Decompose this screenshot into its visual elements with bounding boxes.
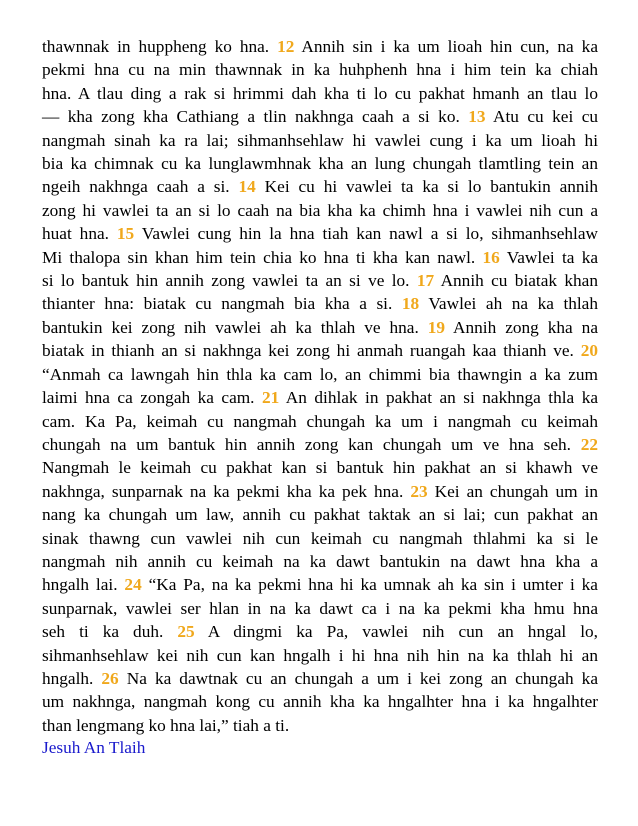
verse-text: hngalh. [42,668,102,688]
verse-text: hngalh lai. [42,575,125,595]
verse-text: chungah na um bantuk hin annih zong kan chungah um ve hna seh. [42,434,581,454]
verse-text: zong hi vawlei ta an si lo caah na bia kha ka chimh hna i vawlei nih cun a [42,200,598,220]
verse-text: huat hna. [42,224,117,244]
verse-text: um nakhnga, nangmah kong cu annih kha ka hngalhter hna i ka hngalhter [42,692,598,712]
text-line [42,339,598,362]
text-line [42,503,598,526]
verse-text: pekmi hna cu na min thawnnak in ka huhphenh hna i him tein ka chiah [42,60,598,80]
text-line [42,456,598,479]
verse-text: Kei cu hi vawlei ta ka si lo bantukin annih [255,177,598,197]
text-line [42,573,598,596]
verse-text: Annih sin i ka um lioah hin cun, na ka [294,37,598,56]
text-line [42,316,598,339]
verse-text: bia ka chimnak cu ka lunglawmhnak kha an lung chungah tlamtling tein an [42,154,598,174]
verse-text: thawnnak in huppheng ko hna. [42,37,278,56]
verse-text: sinak thawng cun vawlei nih cun keimah cu nangmah thlahmi ka si le [42,528,598,548]
text-line [42,550,598,573]
verse-text: nangmah nih annih cu keimah na ka dawt bantukin na dawt hna kha a [42,551,598,571]
verse-number: 26 [101,668,119,688]
text-line [42,597,598,620]
verse-text: nang ka chungah um law, annih cu pakhat taktak an si lai; cun pakhat an [42,505,598,525]
verse-text: Na ka dawtnak cu an chungah a um i kei zong an chungah ka [118,668,598,688]
verse-number: 20 [580,341,598,361]
verse-text: Annih zong kha na [445,317,598,337]
verse-text: seh ti ka duh. [42,622,178,642]
verse-number: 25 [177,622,195,642]
verse-number: 17 [416,271,435,291]
verse-number: 23 [410,481,428,501]
text-line [42,58,598,81]
text-line [42,410,598,433]
verse-text: than lengmang ko hna lai,” tiah a ti. [42,715,290,735]
verse-text: biatak in thianh an si nakhnga kei zong hi anmah ruangah kaa thianh ve. [42,341,581,361]
verse-number: 21 [261,388,280,408]
verse-number: 19 [427,317,446,337]
text-line [42,714,598,737]
text-line [42,35,598,58]
text-line [42,620,598,643]
text-line [42,433,598,456]
text-line [42,105,598,128]
verse-number: 14 [238,177,256,197]
text-line [42,480,598,503]
verse-text: — kha zong kha Cathiang a tlin nakhnga caah a si ko. [42,107,469,127]
verse-text: Annih cu biatak khan [434,271,598,291]
text-line [42,152,598,175]
verse-text: Vawlei ah na ka thlah [419,294,598,314]
verse-text: “Anmah ca lawngah hin thla ka cam lo, an chimmi bia thawngin a ka zum [42,364,598,384]
text-line [42,386,598,409]
verse-text: nakhnga, sunparnak na ka pekmi kha ka pek hna. [42,481,411,501]
verse-text: si lo bantuk hin annih zong vawlei ta an si ve lo. [42,271,417,291]
passage-text [42,35,598,737]
text-line [42,246,598,269]
verse-number: 24 [124,575,142,595]
verse-number: 16 [482,247,500,267]
verse-number: 13 [468,107,486,127]
verse-text: sihmanhsehlaw kei nih cun kan hngalh i hi hna nih hin na ka thlah hi an [42,645,598,665]
text-line [42,269,598,292]
verse-text: Mi thalopa sin khan him tein chia ko hna ti kha kan nawl. [42,247,483,267]
verse-text: “Ka Pa, na ka pekmi hna hi ka umnak ah ka sin i umter i ka [141,575,598,595]
text-line [42,667,598,690]
verse-text: A dingmi ka Pa, vawlei nih cun an hngal lo, [194,622,598,642]
next-chapter-link[interactable]: Jesuh An Tlaih [42,738,146,757]
verse-text: sunparnak, vawlei ser hlan in na ka dawt ca i na ka pekmi kha hmu hna [42,598,598,618]
verse-text: hna. A tlau ding a rak si hrimmi dah kha ti lo cu pakhat hmanh an tlau lo [42,83,598,103]
verse-number: 15 [116,224,135,244]
verse-text: Nangmah le keimah cu pakhat kan si bantuk hin pakhat an si khawh ve [42,458,598,478]
text-line [42,199,598,222]
text-line [42,222,598,245]
text-line [42,82,598,105]
verse-text: bantukin kei zong nih vawlei ah ka thlah ve hna. [42,317,428,337]
text-line [42,129,598,152]
verse-text: Kei an chungah um in [427,481,598,501]
verse-text: laimi hna ca zongah ka cam. [42,388,262,408]
verse-number: 18 [401,294,420,314]
text-line [42,527,598,550]
verse-text: nangmah sinah ka ra lai; sihmanhsehlaw hi vawlei cung i ka um lioah hi [42,130,598,150]
verse-text: Vawlei ta ka [499,247,599,267]
text-line [42,292,598,315]
text-line [42,644,598,667]
verse-number: 22 [580,434,598,454]
verse-text: thianter hna: biatak cu nangmah bia kha a si. [42,294,402,314]
text-line [42,363,598,386]
verse-number: 12 [277,37,295,56]
verse-text: An dihlak in pakhat an si nakhnga thla ka [279,388,599,408]
verse-text: Vawlei cung hin la hna tiah kan nawl a si lo, sihmanhsehlaw [134,224,598,244]
verse-text: cam. Ka Pa, keimah cu nangmah chungah ka um i nangmah cu keimah [42,411,598,431]
text-line [42,690,598,713]
verse-text: ngeih nakhnga caah a si. [42,177,239,197]
text-line [42,175,598,198]
verse-text: Atu cu kei cu [485,107,598,127]
